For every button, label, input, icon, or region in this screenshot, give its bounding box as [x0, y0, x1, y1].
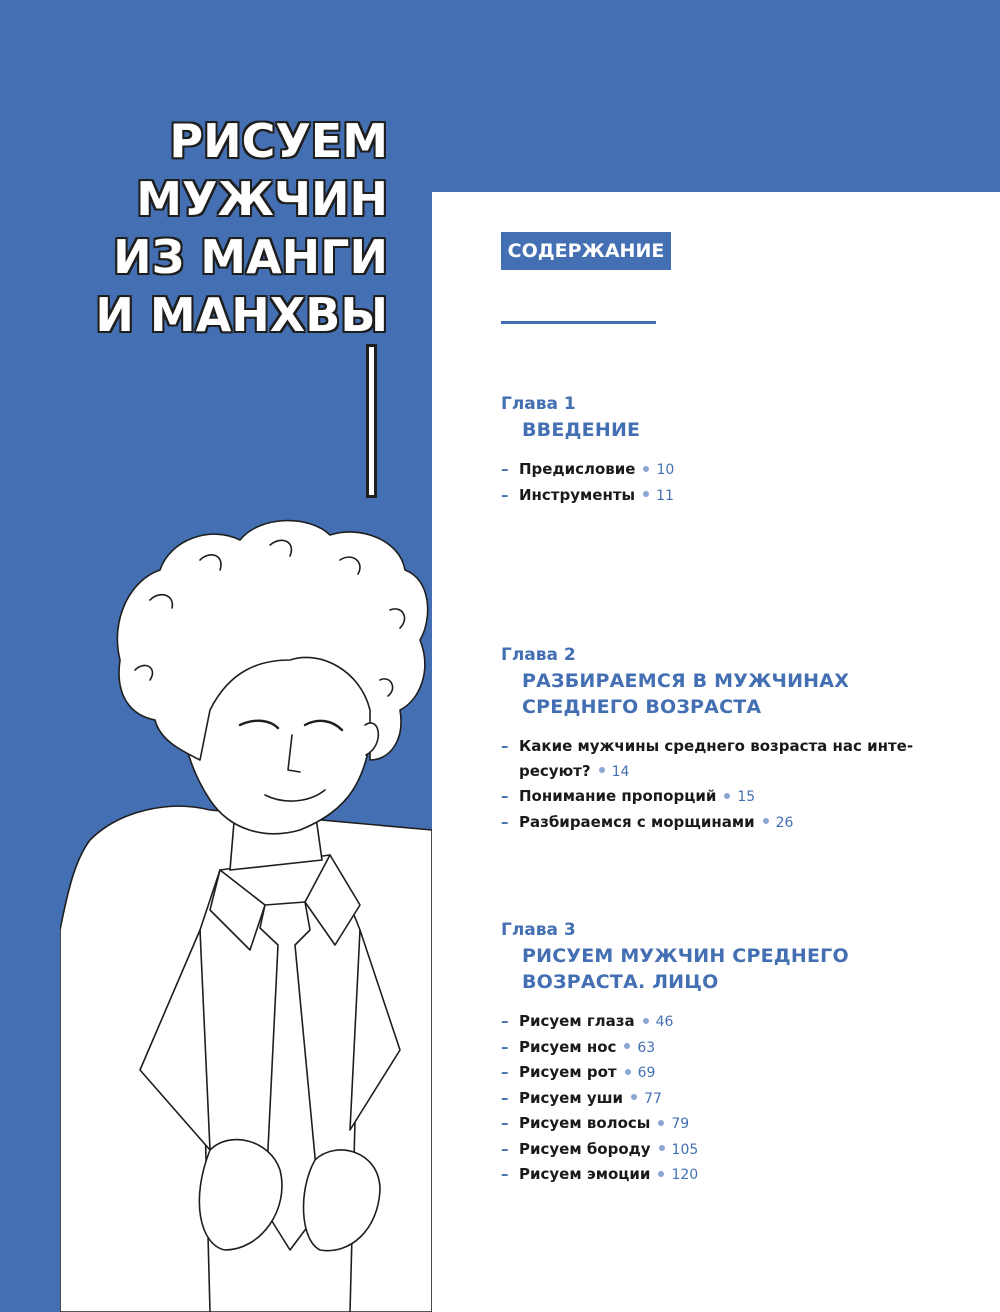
toc-item-text: Рисуем волосы: [519, 1114, 651, 1132]
book-title-line: МУЖЧИН: [136, 172, 388, 226]
bullet-dot-icon: [763, 818, 769, 824]
toc-item[interactable]: [501, 1086, 981, 1112]
chapter-title-line: ВОЗРАСТА. ЛИЦО: [522, 971, 719, 993]
toc-item[interactable]: [501, 1137, 981, 1163]
chapter-title: [522, 943, 981, 995]
book-title-line: РИСУЕМ: [169, 114, 388, 168]
toc-item-page: 63: [637, 1039, 656, 1056]
toc-item-page: 105: [671, 1141, 699, 1158]
chapter-label: Глава 2: [501, 645, 576, 665]
book-title: [95, 112, 388, 344]
chapter-items: [501, 457, 981, 508]
bullet-dot-icon: [643, 1018, 649, 1024]
dash-mark: –: [501, 1037, 509, 1056]
bullet-dot-icon: [599, 767, 605, 773]
dash-mark: –: [501, 1165, 509, 1183]
chapter-items: [501, 734, 981, 835]
dash-mark: –: [501, 485, 509, 504]
toc-item-text: Рисуем рот: [519, 1063, 617, 1081]
dash-mark: –: [501, 1139, 509, 1158]
toc-item-page: 11: [656, 487, 674, 504]
toc-item[interactable]: [501, 734, 981, 784]
chapter-3: [501, 919, 981, 1188]
chapter-title: [522, 668, 981, 720]
dash-mark: –: [501, 1114, 509, 1132]
title-vertical-bar: [366, 344, 377, 498]
toc-item[interactable]: [501, 1035, 981, 1061]
toc-item[interactable]: [501, 1060, 981, 1086]
book-title-line: И МАНХВЫ: [95, 288, 388, 342]
toc-item-text: Понимание пропорций: [519, 787, 717, 805]
chapter-2: [501, 644, 981, 835]
toc-item-page: 15: [737, 789, 756, 805]
bullet-dot-icon: [658, 1120, 664, 1126]
toc-item[interactable]: [501, 1009, 981, 1035]
toc-heading: СОДЕРЖАНИЕ: [501, 232, 671, 270]
chapter-items: [501, 1009, 981, 1188]
toc-item[interactable]: [501, 1111, 981, 1137]
toc-divider: [501, 321, 656, 324]
chapter-title: ВВЕДЕНИЕ: [522, 419, 641, 441]
toc-item-text: Инструменты: [519, 485, 636, 504]
dash-mark: –: [501, 1088, 509, 1107]
manga-man-illustration: [60, 510, 432, 1312]
dash-mark: –: [501, 1012, 509, 1030]
toc-item-page: 79: [671, 1116, 690, 1132]
chapter-1: [501, 393, 981, 508]
bullet-dot-icon: [659, 1145, 665, 1151]
toc-item-text: ресуют?: [519, 761, 591, 780]
toc-item-text: Разбираемся с морщинами: [519, 812, 755, 831]
bullet-dot-icon: [643, 491, 649, 497]
toc-item-page: 120: [671, 1167, 699, 1183]
dash-mark: –: [501, 737, 509, 755]
bullet-dot-icon: [631, 1094, 637, 1100]
toc-item-page: 46: [655, 1014, 674, 1030]
bullet-dot-icon: [724, 793, 730, 799]
toc-item-page: 77: [644, 1090, 662, 1107]
bullet-dot-icon: [643, 466, 649, 472]
toc-item[interactable]: [501, 810, 981, 836]
toc-item[interactable]: [501, 784, 981, 810]
toc-item-text: Рисуем бороду: [519, 1139, 651, 1158]
toc-item-text: Рисуем эмоции: [519, 1165, 651, 1183]
toc-item-page: 26: [775, 814, 794, 831]
toc-item-text: Рисуем уши: [519, 1088, 624, 1107]
dash-mark: –: [501, 787, 509, 805]
toc-item-text: Рисуем нос: [519, 1037, 617, 1056]
bullet-dot-icon: [658, 1171, 664, 1177]
toc-item-page: 10: [656, 462, 675, 478]
bullet-dot-icon: [625, 1069, 631, 1075]
bullet-dot-icon: [624, 1043, 630, 1049]
toc-item-text: Рисуем глаза: [519, 1012, 635, 1030]
book-title-line: ИЗ МАНГИ: [113, 230, 388, 284]
dash-mark: –: [501, 460, 509, 478]
dash-mark: –: [501, 1063, 509, 1081]
chapter-title-line: СРЕДНЕГО ВОЗРАСТА: [522, 696, 762, 718]
chapter-label: Глава 3: [501, 920, 576, 940]
toc-item-text: Какие мужчины среднего возраста нас инте-: [519, 737, 914, 755]
toc-item-page: 69: [637, 1065, 656, 1081]
toc-item[interactable]: [501, 483, 981, 509]
toc-item[interactable]: [501, 1162, 981, 1188]
chapter-title-line: РАЗБИРАЕМСЯ В МУЖЧИНАХ: [522, 670, 850, 692]
dash-mark: –: [501, 812, 509, 831]
chapter-title-line: РИСУЕМ МУЖЧИН СРЕДНЕГО: [522, 945, 849, 967]
toc-item-page: 14: [611, 763, 630, 780]
toc-item-text: Предисловие: [519, 460, 636, 478]
toc-item[interactable]: [501, 457, 981, 483]
chapter-label: Глава 1: [501, 394, 576, 414]
